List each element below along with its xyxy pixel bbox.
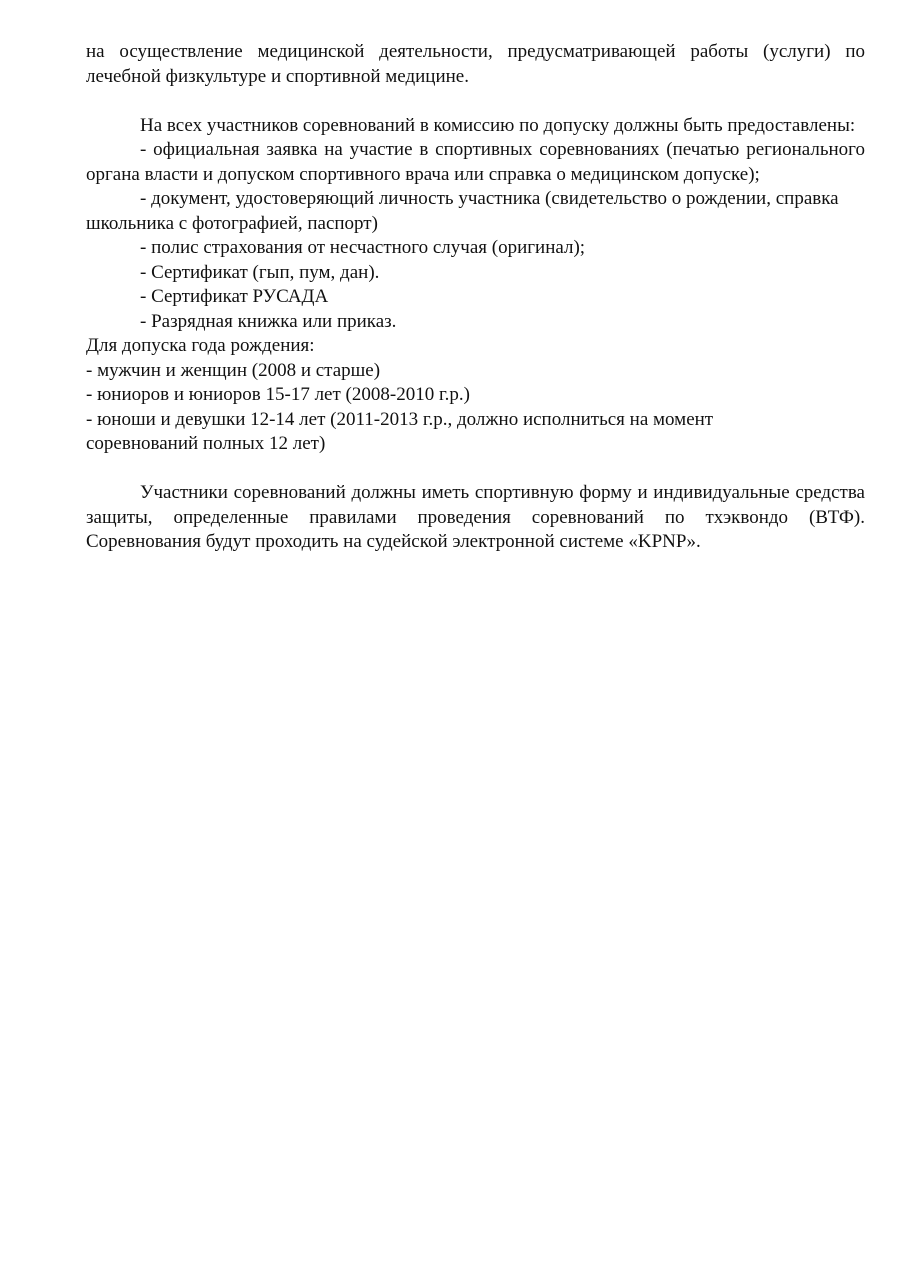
birth-year-item: - юниоров и юниоров 15-17 лет (2008-2010 г.р.) [86,384,470,405]
required-doc-item: - Разрядная книжка или приказ. [140,310,397,332]
required-doc-item: - полис страхования от несчастного случая (оригинал); [140,237,586,258]
required-doc-item: - Сертификат (гып, пум, дан). [140,261,380,283]
equipment-paragraph: Участники соревнований должны иметь спортивную форму и индивидуальные средства защиты, определенные правилами проведения соревнований по тхэквондо (ВТФ). Соревнования будут проходить на судейской электронной системе «KPNP». [86,482,865,552]
paragraph-gap [86,89,865,114]
commission-intro: На всех участников соревнований в комиссию по допуску должны быть предоставлены: [140,114,856,136]
required-doc-item: - Сертификат РУСАДА [140,286,329,307]
paragraph-continuation: на осуществление медицинской деятельности, предусматривающей работы (услуги) по лечебной физкультуре и спортивной медицине. [86,41,865,87]
document-page [86,40,865,555]
required-doc-item: - документ, удостоверяющий личность участника (свидетельство о рождении, справка школьника с фотографией, паспорт) [86,188,839,234]
required-doc-item: - официальная заявка на участие в спортивных соревнованиях (печатью регионального органа власти и допуском спортивного врача или справка о медицинском допуске); [86,139,865,185]
birth-year-heading: Для допуска года рождения: [86,335,315,356]
birth-year-item: - мужчин и женщин (2008 и старше) [86,359,381,381]
paragraph-gap [86,457,865,482]
birth-year-item: - юноши и девушки 12-14 лет (2011-2013 г.р., должно исполниться на момент соревнований полных 12 лет) [86,408,714,454]
